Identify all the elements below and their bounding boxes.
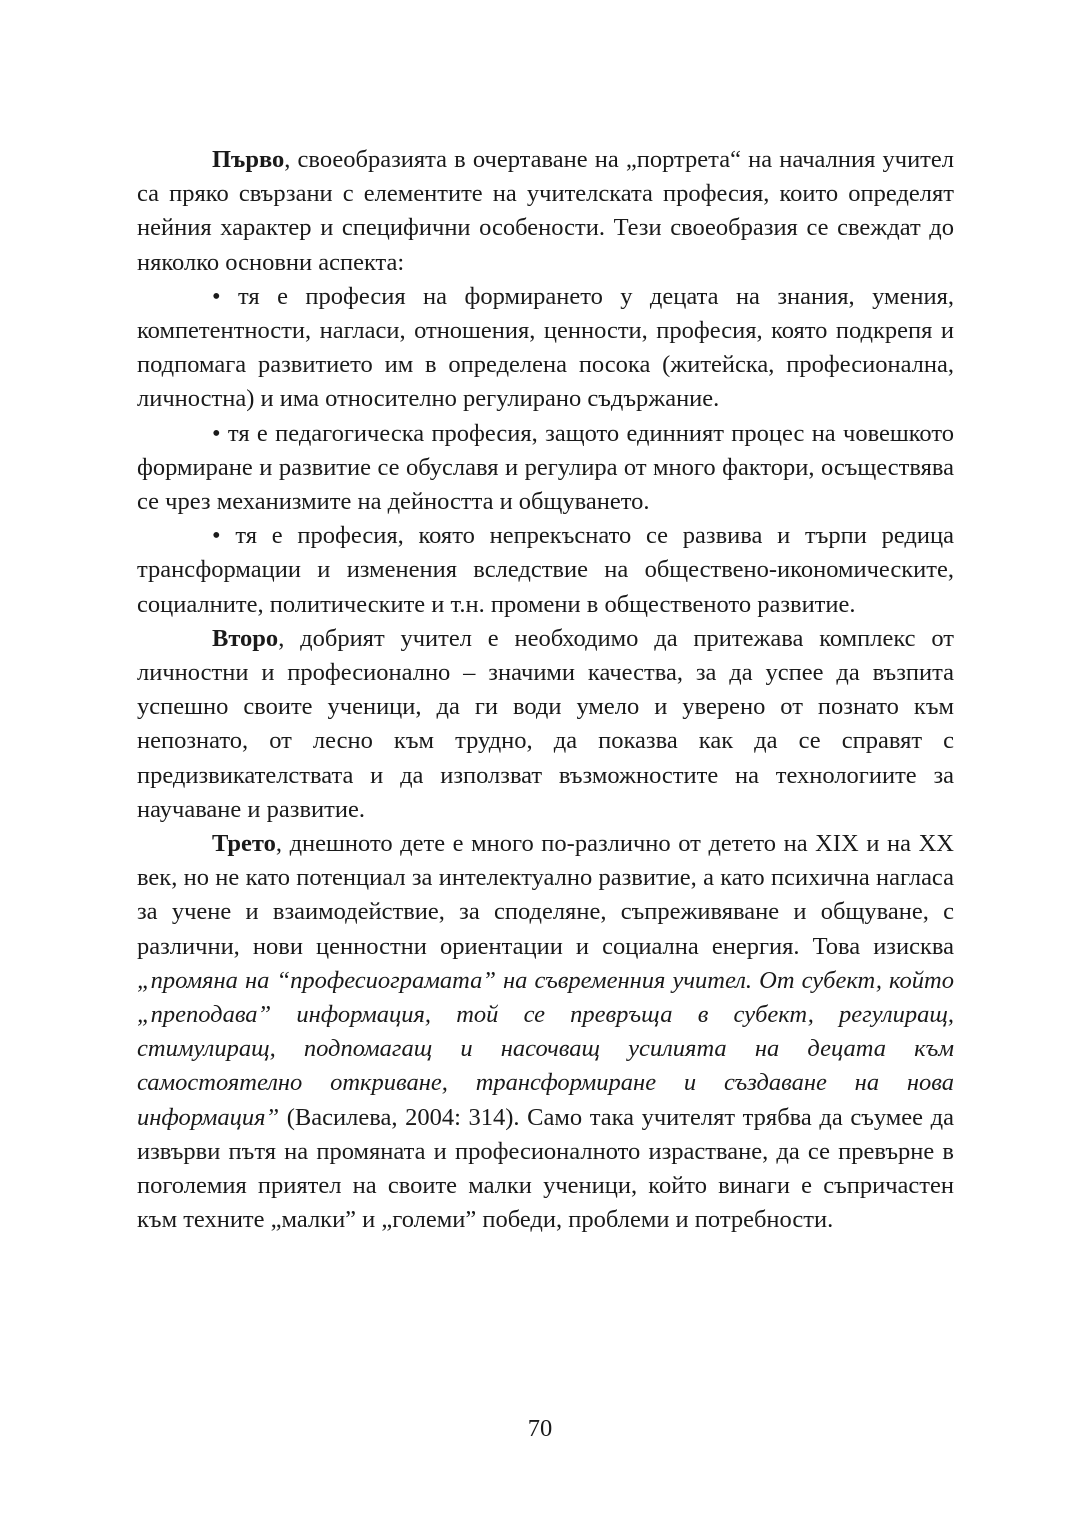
paragraph-text-first: , своеобразията в очертаване на „портрета“ на началния учител са пряко свързани с елементите на учителската професия, които определят нейния характер и специфични особености. Тези своеобразия се свеждат до няколко основни аспекта:: [137, 146, 954, 276]
italic-quote: „промяна на “професиограмата” на съвременния учител. От субект, който „преподава” информация, той се превръща в субект, регулиращ, стимулиращ, подпомагащ и насочващ усилията на децата към самостоятелно откриване, трансформиране и създаване на нова информация”: [137, 966, 954, 1131]
page-body: [137, 143, 954, 1238]
paragraph-text-third-after: (Василева, 2004: 314). Само така учителят трябва да съумее да извърви пътя на промяната и професионалното израстване, да се превърне в поголемия приятел на своите малки ученици, който винаги е съпричастен към техните „малки” и „големи” победи, проблеми и потребности.: [137, 1103, 954, 1234]
bullet-marker: •: [212, 522, 221, 550]
paragraph-text-second: , добрият учител е необходимо да притежава комплекс от личностни и професионално – значими качества, за да успее да възпита успешно своите ученици, да ги води умело и уверено от познато към непознато, от лесно към трудно, да показва как да се справят с предизвикателствата и да използват възможностите на технологиите за научаване и развитие.: [137, 624, 954, 823]
paragraph-first: [137, 143, 954, 280]
bullet-item: [137, 280, 954, 417]
bullet-marker: •: [212, 419, 221, 447]
paragraph-second: [137, 622, 954, 827]
bullet-text: тя е педагогическа професия, защото единният процес на човешкото формиране и развитие се обуславя и регулира от много фактори, осъществява се чрез механизмите на дейността и общуването.: [137, 419, 954, 516]
bullet-item: [137, 519, 954, 622]
paragraph-lead-first: Първо: [212, 146, 285, 173]
bullet-text: тя е професия на формирането у децата на знания, умения, компетентности, нагласи, отношения, ценности, професия, която подкрепя и подпомага развитието им в определена посока (житейска, професионална, личностна) и има относително регулирано съдържание.: [137, 282, 954, 413]
paragraph-lead-third: Трето: [212, 830, 276, 858]
bullet-marker: •: [212, 282, 221, 310]
paragraph-third: [137, 827, 954, 1237]
page-number: 70: [527, 1415, 553, 1442]
bullet-item: [137, 417, 954, 520]
bullet-text: тя е професия, която непрекъснато се развива и търпи редица трансформации и изменения вследствие на обществено-икономическите, социалните, политическите и т.н. промени в общественото развитие.: [137, 522, 954, 618]
paragraph-lead-second: Второ: [212, 624, 279, 652]
paragraph-text-third-before: , днешното дете е много по-различно от детето на XIX и на XX век, но не като потенциал за интелектуално развитие, а като психична нагласа за учене и взаимодействие, за споделяне, съпреживяване и общуване, с различни, нови ценностни ориентации и социална енергия. Това изисква: [137, 830, 954, 960]
